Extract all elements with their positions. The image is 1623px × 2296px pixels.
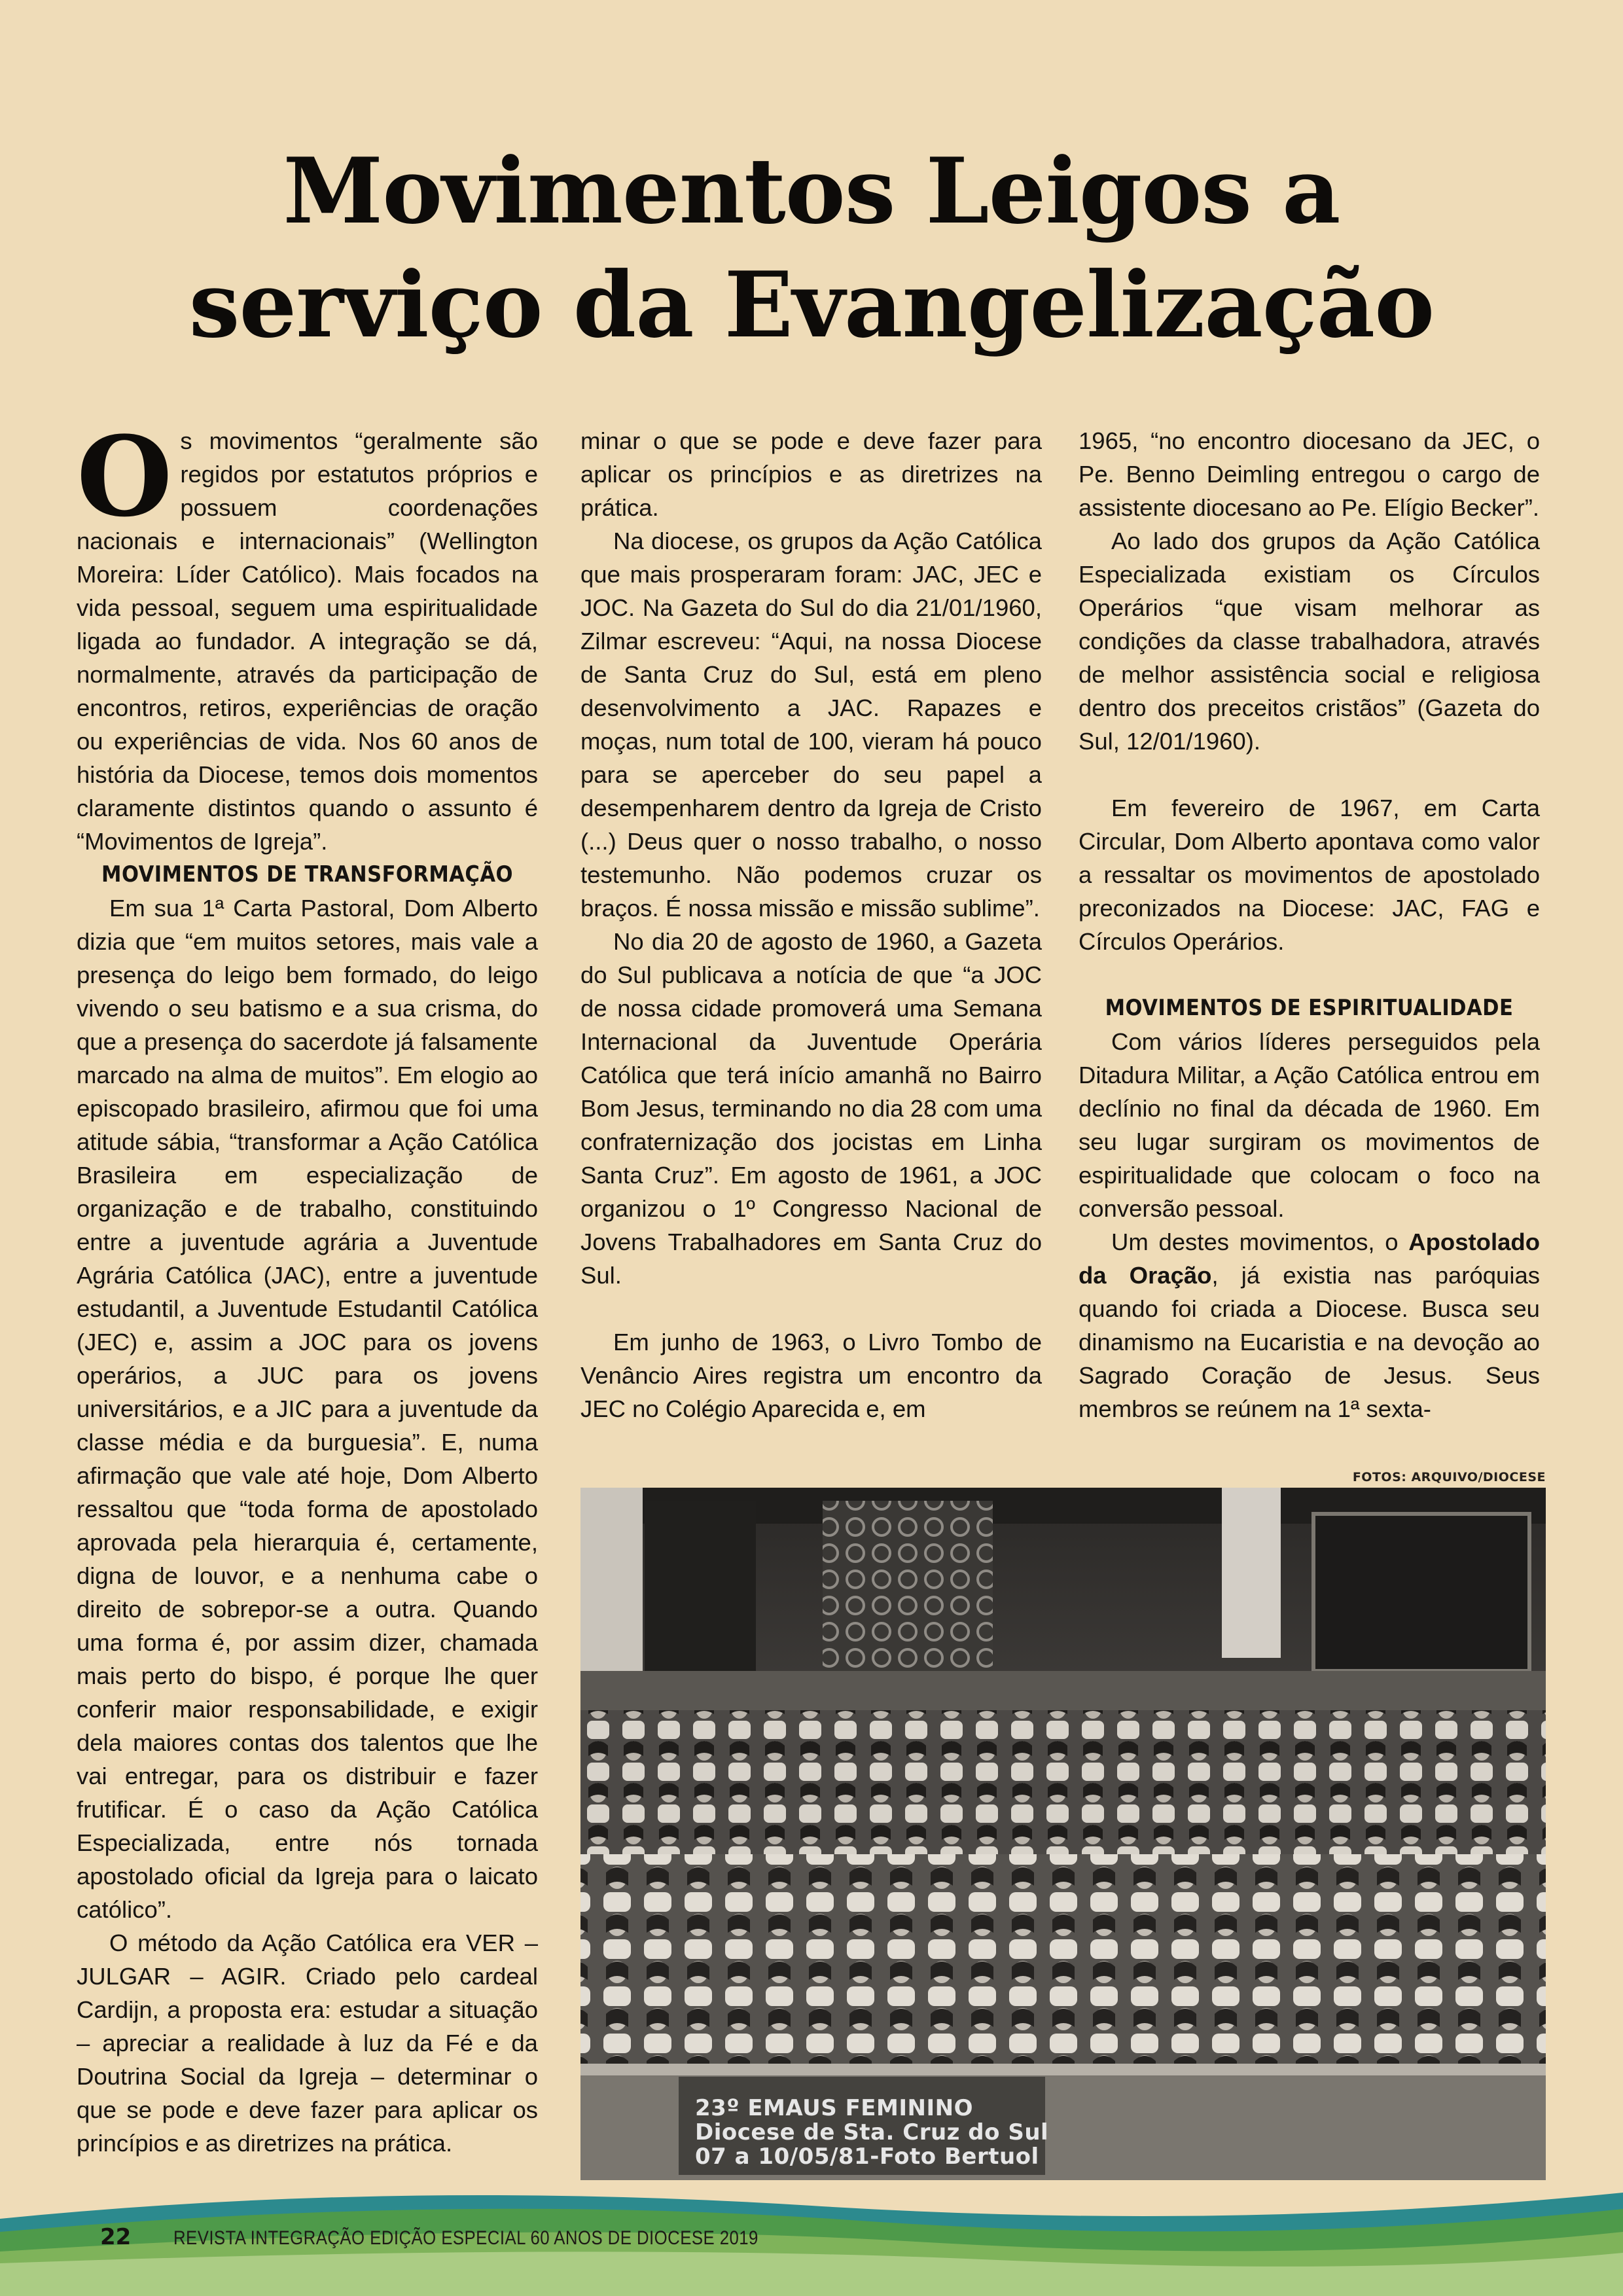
photo-caption-line: Diocese de Sta. Cruz do Sul — [695, 2119, 1049, 2145]
body-paragraph-continued: 1965, “no encontro diocesano da JEC, o Pe. Benno Deimling entregou o cargo de assistente diocesano ao Pe. Elígio Becker”. — [1079, 427, 1540, 521]
body-paragraph: Na diocese, os grupos da Ação Católica que mais prosperaram foram: JAC, JEC e JOC. Na Gazeta do Sul do dia 21/01/1960, Zilmar escreveu: “Aqui, na nossa Diocese de Santa Cruz do Sul, está em pleno desenvolvimento a JAC. Rapazes e moças, num total de 100, vieram há pouco para se aperceber do seu papel a desempenharem dentro da Igreja de Cristo (...) Deus quer o nosso trabalho, o nosso testemunho. Não podemos cruzar os braços. É nossa missão e missão sublime”. — [580, 528, 1042, 922]
group-photo — [580, 1488, 1546, 2180]
section-heading-transformacao: MOVIMENTOS DE TRANSFORMAÇÃO — [101, 861, 513, 888]
bold-term: Apostolado da Oração — [1079, 1229, 1540, 1289]
photo-caption-line: 07 a 10/05/81-Foto Bertuol — [695, 2144, 1039, 2170]
body-paragraph: Com vários líderes perseguidos pela Ditadura Militar, a Ação Católica entrou em declínio no final da década de 1960. Em seu lugar surgiram os movimentos de espiritualidade que colocam o foco na conversão pessoal. — [1079, 1028, 1540, 1222]
photo-credit: FOTOS: ARQUIVO/DIOCESE — [1352, 1470, 1546, 1484]
body-paragraph: No dia 20 de agosto de 1960, a Gazeta do Sul publicava a notícia de que “a JOC de nossa cidade promoverá uma Semana Internacional da Juventude Operária Católica que terá início amanhã no Bairro Bom Jesus, terminando no dia 28 com uma confraternização dos jocistas em Linha Santa Cruz”. Em agosto de 1961, a JOC organizou o 1º Congresso Nacional de Jovens Trabalhadores em Santa Cruz do Sul. — [580, 928, 1042, 1289]
photo-caption-line: 23º EMAUS FEMININO — [695, 2095, 973, 2121]
intro-text: s movimentos “geralmente são regidos por estatutos próprios e possuem coordenações nacionais e internacionais” (Wellington Moreira: Líder Católico). Mais focados na vida pessoal, seguem uma espiritualidade ligada ao fundador. A integração se dá, normalmente, através da participação de encontros, retiros, experiências de oração ou experiências de vida. Nos 60 anos de história da Diocese, temos dois momentos claramente distintos quando o assunto é “Movimentos de Igreja”. — [77, 427, 538, 855]
article-title-line-1: Movimentos Leigos a — [283, 137, 1340, 244]
drop-cap: O — [77, 412, 173, 541]
group-photo-image — [580, 1488, 1546, 2180]
article-title — [0, 134, 1623, 362]
photo-caption — [695, 2096, 1048, 2169]
body-paragraph: Em junho de 1963, o Livro Tombo de Venâncio Aires registra um encontro da JEC no Colégio Aparecida e, em — [580, 1329, 1042, 1422]
section-heading-espiritualidade: MOVIMENTOS DE ESPIRITUALIDADE — [1105, 995, 1514, 1021]
body-text: , já existia nas paróquias quando foi criada a Diocese. Busca seu dinamismo na Eucaristia e na devoção ao Sagrado Coração de Jesus. Seus membros se reúnem na 1ª sexta- — [1079, 1262, 1541, 1422]
page-number: 22 — [100, 2224, 132, 2250]
body-paragraph: Ao lado dos grupos da Ação Católica Especializada existiam os Círculos Operários “que visam melhorar as condições da classe trabalhadora, através de melhor assistência social e religiosa dentro dos preceitos cristãos” (Gazeta do Sul, 12/01/1960). — [1079, 528, 1540, 755]
publication-name: REVISTA INTEGRAÇÃO EDIÇÃO ESPECIAL 60 ANOS DE DIOCESE 2019 — [173, 2227, 758, 2249]
body-paragraph-continued: minar o que se pode e deve fazer para aplicar os princípios e as diretrizes na prática. — [580, 427, 1042, 521]
body-paragraph — [1079, 1225, 1540, 1426]
body-paragraph: Em sua 1ª Carta Pastoral, Dom Alberto dizia que “em muitos setores, mais vale a presença do leigo bem formado, do leigo vivendo o seu batismo e a sua crisma, do que a presença do sacerdote já falsamente marcado na alma de muitos”. Em elogio ao episcopado brasileiro, afirmou que foi uma atitude sábia, “transformar a Ação Católica Brasileira em especialização de organização e de trabalho, constituindo entre a juventude agrária a Juventude Agrária Católica (JAC), entre a juventude estudantil, a Juventude Estudantil Católica (JEC) e, assim a JOC para os jovens operários, a JUC para os jovens universitários, e a JIC para a juventude da classe média e da burguesia”. E, numa afirmação que vale até hoje, Dom Alberto ressaltou que “toda forma de apostolado aprovada pela hierarquia é, certamente, digna de louvor, e a nenhuma cabe o direito de sobrepor-se a outra. Quando uma forma é, por assim dizer, chamada mais perto do bispo, é porque lhe quer conferir maior responsabilidade, e exigir dela maiores contas dos talentos que lhe vai entregar, para os distribuir e fazer frutificar. É o caso da Ação Católica Especializada, entre nós tornada apostolado oficial da Igreja para o laicato católico”. — [77, 895, 538, 1923]
body-paragraph: Em fevereiro de 1967, em Carta Circular, Dom Alberto apontava como valor a ressaltar os movimentos de apostolado preconizados na Diocese: JAC, FAG e Círculos Operários. — [1079, 795, 1540, 955]
article-title-line-2: serviço da Evangelização — [188, 251, 1435, 358]
text-column-2 — [580, 424, 1042, 1426]
body-text: Um destes movimentos, o — [1111, 1229, 1409, 1255]
intro-paragraph — [77, 412, 538, 858]
text-column-3 — [1079, 424, 1540, 1426]
text-column-1 — [77, 412, 538, 2160]
body-paragraph: O método da Ação Católica era VER – JULGAR – AGIR. Criado pelo cardeal Cardijn, a proposta era: estudar a situação – apreciar a realidade à luz da Fé e da Doutrina Social da Igreja – determinar o que se pode e deve fazer para aplicar os princípios e as diretrizes na prática. — [77, 1929, 538, 2157]
